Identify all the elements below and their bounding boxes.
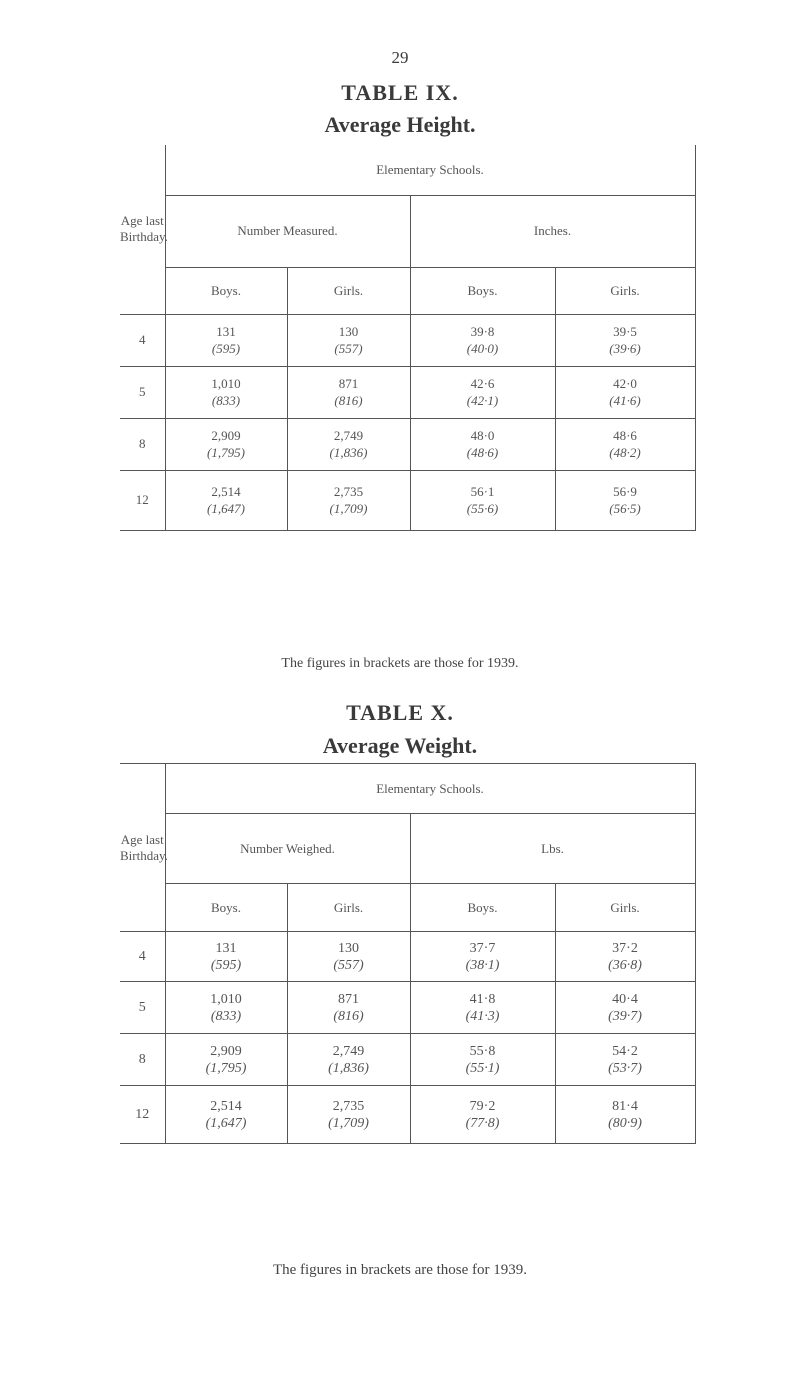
- table-row: [120, 1034, 695, 1086]
- value-girls-header: Girls.: [555, 267, 695, 314]
- count-boys-cell: 2,514 (1,647): [165, 470, 287, 530]
- value-girls-cell: 40·4 (39·7): [555, 982, 695, 1034]
- group-header: Elementary Schools.: [165, 145, 695, 195]
- age-cell: 12: [120, 470, 165, 530]
- table-row: [120, 932, 695, 982]
- count-girls-cell: 2,749 (1,836): [287, 1034, 410, 1086]
- count-girls-cell: 2,749 (1,836): [287, 418, 410, 470]
- age-cell: 4: [120, 314, 165, 366]
- age-cell: 12: [120, 1086, 165, 1144]
- value-girls-cell: 48·6 (48·2): [555, 418, 695, 470]
- value-girls-header: Girls.: [555, 884, 695, 932]
- count-boys-header: Boys.: [165, 267, 287, 314]
- count-boys-cell: 131 (595): [165, 932, 287, 982]
- weight-table-note: The figures in brackets are those for 1939.: [272, 1262, 528, 1278]
- value-girls-cell: 56·9 (56·5): [555, 470, 695, 530]
- count-girls-cell: 871 (816): [287, 982, 410, 1034]
- count-girls-cell: 871 (816): [287, 366, 410, 418]
- age-column-header: Age last Birthday.: [120, 145, 165, 314]
- value-girls-cell: 81·4 (80·9): [555, 1086, 695, 1144]
- count-girls-cell: 130 (557): [287, 314, 410, 366]
- value-boys-cell: 56·1 (55·6): [410, 470, 555, 530]
- height-table-note: The figures in brackets are those for 1939.: [281, 656, 519, 671]
- table-row: [120, 418, 695, 470]
- value-girls-cell: 37·2 (36·8): [555, 932, 695, 982]
- value-girls-cell: 39·5 (39·6): [555, 314, 695, 366]
- value-boys-header: Boys.: [410, 267, 555, 314]
- height-table-subtitle: Average Height.: [324, 112, 476, 137]
- value-boys-header: Boys.: [410, 884, 555, 932]
- age-cell: 5: [120, 982, 165, 1034]
- table-row: [120, 314, 695, 366]
- table-row: [120, 1086, 695, 1144]
- table-row: [120, 366, 695, 418]
- value-boys-cell: 48·0 (48·6): [410, 418, 555, 470]
- value-boys-cell: 39·8 (40·0): [410, 314, 555, 366]
- group-header: Elementary Schools.: [165, 764, 695, 814]
- weight-table-title: TABLE X.: [346, 700, 454, 725]
- value-boys-cell: 37·7 (38·1): [410, 932, 555, 982]
- count-boys-cell: 2,909 (1,795): [165, 418, 287, 470]
- count-boys-cell: 2,909 (1,795): [165, 1034, 287, 1086]
- weight-table: [120, 763, 696, 1144]
- count-girls-header: Girls.: [287, 884, 410, 932]
- value-boys-cell: 42·6 (42·1): [410, 366, 555, 418]
- height-table-title: TABLE IX.: [341, 80, 459, 105]
- count-group-header: Number Measured.: [165, 195, 410, 267]
- value-boys-cell: 41·8 (41·3): [410, 982, 555, 1034]
- value-girls-cell: 42·0 (41·6): [555, 366, 695, 418]
- count-boys-header: Boys.: [165, 884, 287, 932]
- table-row: [120, 982, 695, 1034]
- count-boys-cell: 2,514 (1,647): [165, 1086, 287, 1144]
- count-boys-cell: 131 (595): [165, 314, 287, 366]
- count-girls-cell: 2,735 (1,709): [287, 1086, 410, 1144]
- count-girls-cell: 2,735 (1,709): [287, 470, 410, 530]
- count-girls-header: Girls.: [287, 267, 410, 314]
- count-girls-cell: 130 (557): [287, 932, 410, 982]
- age-cell: 8: [120, 1034, 165, 1086]
- age-cell: 5: [120, 366, 165, 418]
- count-boys-cell: 1,010 (833): [165, 982, 287, 1034]
- value-boys-cell: 79·2 (77·8): [410, 1086, 555, 1144]
- table-row: [120, 470, 695, 530]
- age-cell: 8: [120, 418, 165, 470]
- unit-group-header: Lbs.: [410, 814, 695, 884]
- count-group-header: Number Weighed.: [165, 814, 410, 884]
- age-cell: 4: [120, 932, 165, 982]
- value-boys-cell: 55·8 (55·1): [410, 1034, 555, 1086]
- age-column-header: Age last Birthday.: [120, 764, 165, 932]
- height-table: [120, 145, 696, 531]
- weight-table-subtitle: Average Weight.: [322, 733, 478, 758]
- unit-group-header: Inches.: [410, 195, 695, 267]
- value-girls-cell: 54·2 (53·7): [555, 1034, 695, 1086]
- page-number: 29: [391, 48, 409, 67]
- count-boys-cell: 1,010 (833): [165, 366, 287, 418]
